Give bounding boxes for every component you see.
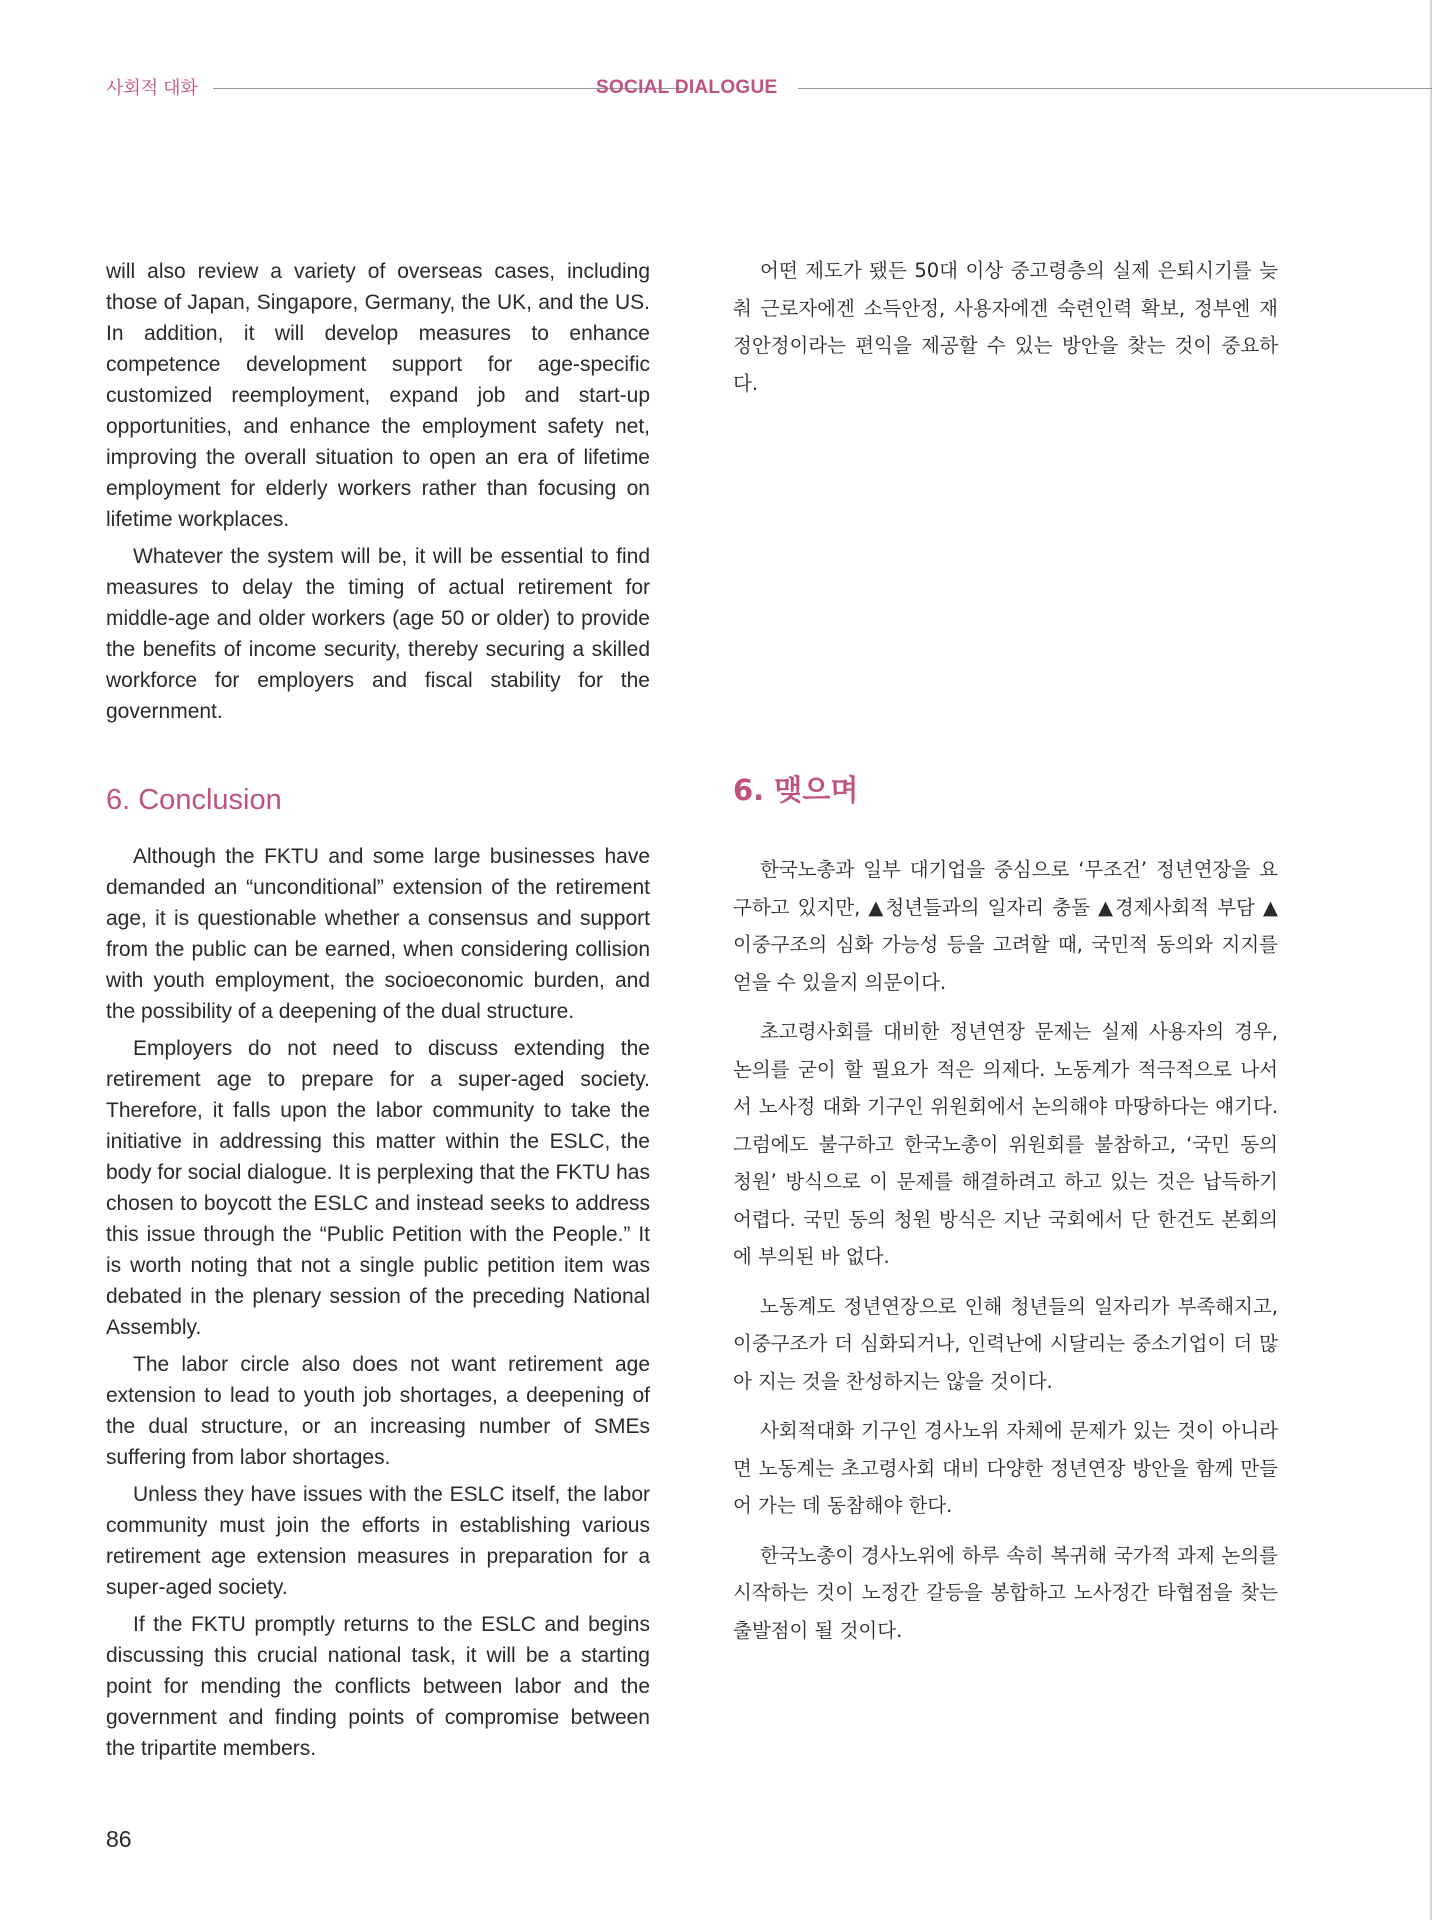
korean-conclusion-paragraph-2: 초고령사회를 대비한 정년연장 문제는 실제 사용자의 경우, 논의를 굳이 할 필요가 적은 의제다. 노동계가 적극적으로 나서서 노사정 대화 기구인 위원회에서 논의해야 마땅하다는 얘기다. 그럼에도 불구하고 한국노총이 위원회를 불참하고, ‘국민 동의 청원’ 방식으로 이 문제를 해결하려고 하고 있는 것은 납득하기 어렵다. 국민 동의 청원 방식은 지난 국회에서 단 한건도 본회의에 부의된 바 없다. (733, 1020, 1278, 1268)
english-conclusion (106, 841, 650, 1764)
conclusion-heading-korean: 6. 맺으며 (733, 773, 859, 807)
korean-conclusion-paragraph-4: 사회적대화 기구인 경사노위 자체에 문제가 있는 것이 아니라면 노동계는 초고령사회 대비 다양한 정년연장 방안을 함께 만들어 가는 데 동참해야 한다. (733, 1419, 1278, 1517)
korean-intro (733, 252, 1278, 402)
korean-conclusion-paragraph-1: 한국노총과 일부 대기업을 중심으로 ‘무조건’ 정년연장을 요구하고 있지만, ▲청년들과의 일자리 충돌 ▲경제사회적 부담 ▲이중구조의 심화 가능성 등을 고려할 때, 국민적 동의와 지지를 얻을 수 있을지 의문이다. (733, 858, 1278, 994)
english-conclusion-paragraph-4: Unless they have issues with the ESLC itself, the labor community must join the efforts in establishing various retirement age extension measures in preparation for a super-aged society. (106, 1483, 650, 1599)
english-intro-paragraph-1: will also review a variety of overseas cases, including those of Japan, Singapore, Germany, the UK, and the US. In addition, it will develop measures to enhance competence development support for age-specific customized reemployment, expand job and start-up opportunities, and enhance the employment safety net, improving the overall situation to open an era of lifetime employment for elderly workers rather than focusing on lifetime workplaces. (106, 260, 650, 531)
english-intro-paragraph-2: Whatever the system will be, it will be essential to find measures to delay the timing of actual retirement for middle-age and older workers (age 50 or older) to provide the benefits of income security, thereby securing a skilled workforce for employers and fiscal stability for the government. (106, 545, 650, 723)
korean-conclusion-paragraph-3: 노동계도 정년연장으로 인해 청년들의 일자리가 부족해지고, 이중구조가 더 심화되거나, 인력난에 시달리는 중소기업이 더 많아 지는 것을 찬성하지는 않을 것이다. (733, 1294, 1278, 1393)
page-number: 86 (106, 1826, 132, 1852)
header-section-korean: 사회적 대화 (106, 78, 198, 98)
english-conclusion-paragraph-5: If the FKTU promptly returns to the ESLC and begins discussing this crucial national task, it will be a starting point for mending the conflicts between labor and the government and finding points of compromise between the tripartite members. (106, 1613, 650, 1760)
running-header (106, 76, 1432, 100)
korean-conclusion-paragraph-5: 한국노총이 경사노위에 하루 속히 복귀해 국가적 과제 논의를 시작하는 것이 노정간 갈등을 봉합하고 노사정간 타협점을 찾는 출발점이 될 것이다. (733, 1543, 1278, 1642)
header-section-english: SOCIAL DIALOGUE (596, 77, 778, 98)
korean-conclusion (733, 851, 1278, 1649)
korean-intro-paragraph-1: 어떤 제도가 됐든 50대 이상 중고령층의 실제 은퇴시기를 늦춰 근로자에겐 소득안정, 사용자에겐 숙련인력 확보, 정부엔 재정안정이라는 편익을 제공할 수 있는 방안을 찾는 것이 중요하다. (733, 259, 1278, 395)
header-rule-right (798, 88, 1432, 89)
english-conclusion-paragraph-3: The labor circle also does not want retirement age extension to lead to youth job shortages, a deepening of the dual structure, or an increasing number of SMEs suffering from labor shortages. (106, 1353, 650, 1469)
conclusion-heading-english: 6. Conclusion (106, 784, 282, 816)
english-conclusion-paragraph-2: Employers do not need to discuss extending the retirement age to prepare for a super-aged society. Therefore, it falls upon the labor community to take the initiative in addressing this matter within the ESLC, the body for social dialogue. It is perplexing that the FKTU has chosen to boycott the ESLC and instead seeks to address this issue through the “Public Petition with the People.” It is worth noting that not a single public petition item was debated in the plenary session of the preceding National Assembly. (106, 1037, 650, 1339)
english-intro (106, 256, 650, 727)
english-conclusion-paragraph-1: Although the FKTU and some large businesses have demanded an “unconditional” extension of the retirement age, it is questionable whether a consensus and support from the public can be earned, when considering collision with youth employment, the socioeconomic burden, and the possibility of a deepening of the dual structure. (106, 845, 650, 1023)
